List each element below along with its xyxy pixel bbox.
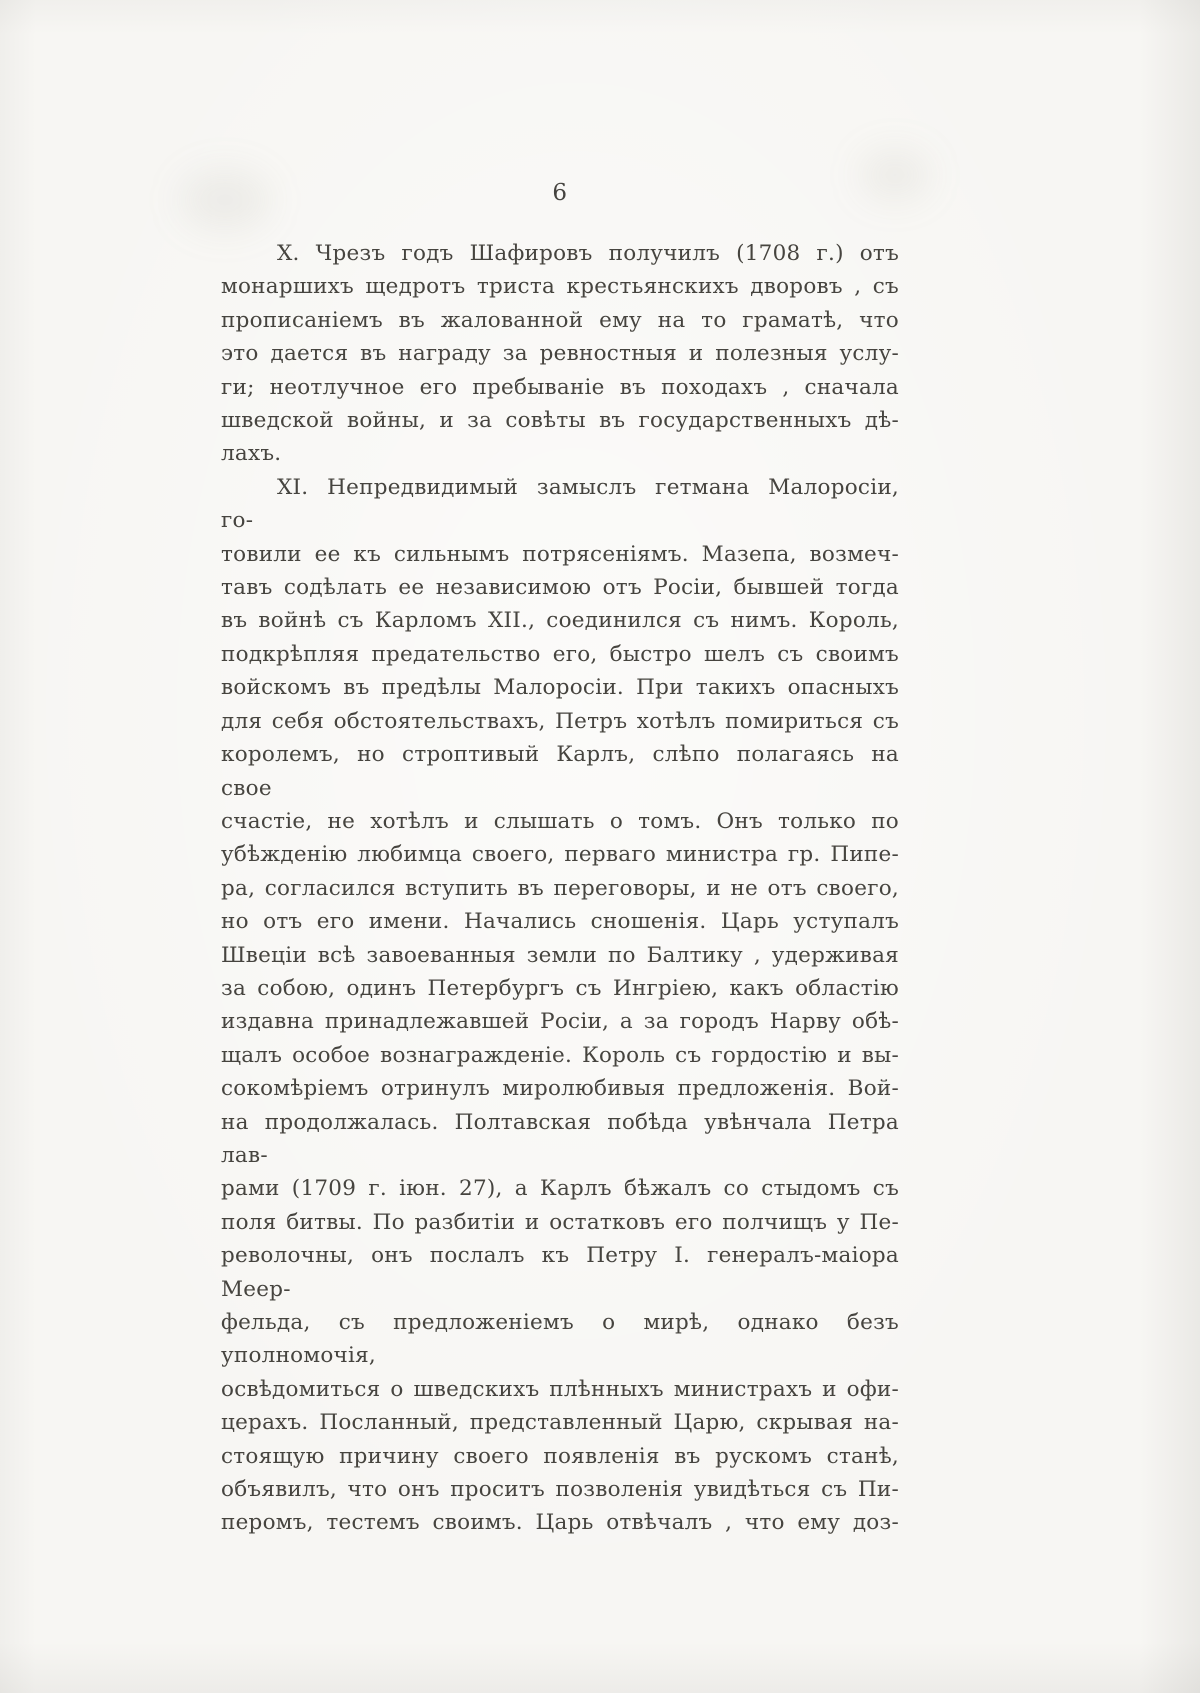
text-line: поля битвы. По разбитіи и остатковъ его полчищъ у Пе- (221, 1209, 899, 1235)
text-line: для себя обстоятельствахъ, Петръ хотѣлъ помириться съ (221, 708, 899, 734)
text-line: объявилъ, что онъ проситъ позволенія увидѣться съ Пи- (221, 1477, 899, 1503)
text-line: тавъ содѣлать ее независимою отъ Росіи, бывшей тогда (221, 575, 899, 601)
text-line: фельда, съ предложеніемъ о мирѣ, однако безъ уполномочія, (221, 1310, 899, 1369)
text-line: прописаніемъ въ жалованной ему на то граматѣ, что (221, 307, 899, 333)
text-line: стоящую причину своего появленія въ рускомъ станѣ, (221, 1443, 899, 1469)
text-line: щалъ особое вознагражденіе. Король съ гордостію и вы- (221, 1042, 899, 1068)
text-line: монаршихъ щедротъ триста крестьянскихъ дворовъ , съ (221, 274, 899, 300)
text-line: церахъ. Посланный, представленный Царю, скрывая на- (221, 1410, 899, 1436)
text-line: револочны, онъ послалъ къ Петру I. генералъ-маіора Меер- (221, 1243, 899, 1302)
text-line: это дается въ награду за ревностныя и полезныя услу- (221, 341, 899, 367)
text-line: сокомѣріемъ отринулъ миролюбивыя предложенія. Вой- (221, 1076, 899, 1102)
text-line: счастіе, не хотѣлъ и слышать о томъ. Онъ только по (221, 808, 899, 834)
text-line: перомъ, тестемъ своимъ. Царь отвѣчалъ , что ему доз- (221, 1510, 899, 1536)
paragraph-x (221, 237, 899, 471)
text-line: но отъ его имени. Начались сношенія. Царь уступалъ (221, 909, 899, 935)
text-line: на продолжалась. Полтавская побѣда увѣнчала Петра лав- (221, 1109, 899, 1168)
text-line: за собою, одинъ Петербургъ съ Ингріею, какъ областію (221, 975, 899, 1001)
text-line: рами (1709 г. іюн. 27), а Карлъ бѣжалъ со стыдомъ съ (221, 1176, 899, 1202)
text-line: лахъ. (221, 441, 282, 467)
text-line: XI. Непредвидимый замыслъ гетмана Малоросіи, го- (221, 474, 899, 534)
paragraph-xi (221, 471, 899, 1540)
text-line: издавна принадлежавшей Росіи, а за городъ Нарву обѣ- (221, 1009, 899, 1035)
text-line: убѣжденію любимца своего, перваго министра гр. Пипе- (221, 842, 899, 868)
text-line: королемъ, но строптивый Карлъ, слѣпо полагаясь на свое (221, 742, 899, 801)
text-line: товили ее къ сильнымъ потрясеніямъ. Мазепа, возмеч- (221, 541, 899, 567)
text-line: шведской войны, и за совѣты въ государственныхъ дѣ- (221, 408, 899, 434)
text-line: ги; неотлучное его пребываніе въ походахъ , сначала (221, 374, 899, 400)
text-line: Швеціи всѣ завоеванныя земли по Балтику , удерживая (221, 942, 899, 968)
text-line: X. Чрезъ годъ Шафировъ получилъ (1708 г.) отъ (277, 241, 899, 266)
text-line: въ войнѣ съ Карломъ XII., соединился съ нимъ. Король, (221, 608, 899, 634)
text-line: войскомъ въ предѣлы Малоросіи. При такихъ опасныхъ (221, 675, 899, 701)
text-line: освѣдомиться о шведскихъ плѣнныхъ министрахъ и офи- (221, 1376, 899, 1402)
page-number: 6 (552, 180, 568, 206)
text-line: подкрѣпляя предательство его, быстро шелъ съ своимъ (221, 641, 899, 667)
text-line: ра, согласился вступить въ переговоры, и не отъ своего, (221, 875, 899, 901)
text-block (221, 237, 899, 1540)
